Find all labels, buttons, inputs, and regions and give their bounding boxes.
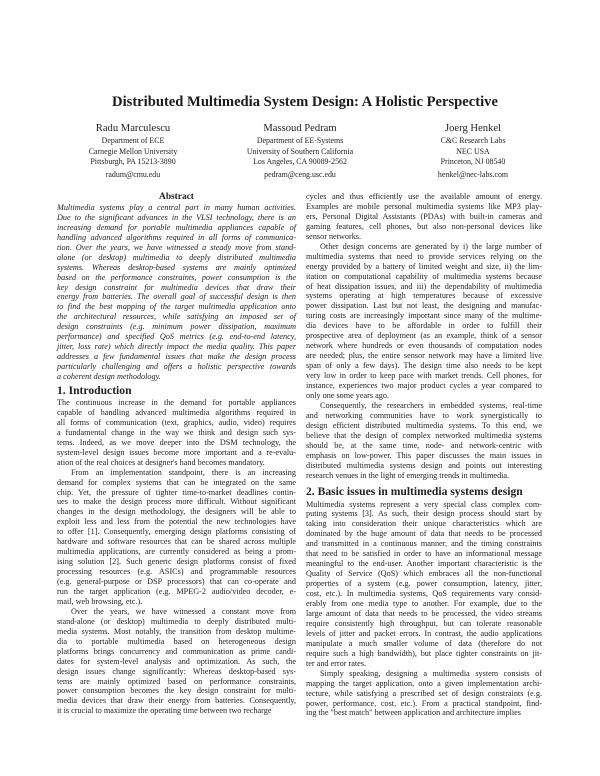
text-line: performance) and specified QoS metrics (e.g. end-to-end latency, [57, 332, 296, 342]
text-line: media devices that draw their energy from batteries. Consequently, [57, 696, 296, 706]
abstract-heading: Abstract [159, 192, 194, 202]
text-line: and networking communities have to work synergistically to [306, 410, 542, 420]
text-line: to find the best mapping of the target multimedia application onto [57, 302, 296, 312]
text-line: systems operating at high temperatures because of excessive [306, 291, 542, 301]
text-line: energy provided by a battery of limited weight and size, ii) the lim- [306, 261, 542, 271]
author-block [383, 122, 563, 180]
text-line: require such a high bandwidth), but place tighter constraints on jit- [306, 648, 542, 658]
paragraph [306, 401, 542, 481]
text-line: chip. Yet, the pressure of tighter time-to-market deadlines contin- [57, 487, 296, 497]
text-line: The continuous increase in the demand for portable appliances [57, 398, 296, 407]
text-line: turing costs are increasingly important since many of the multime- [306, 311, 542, 321]
text-line: properties of a system (e.g. power consumption, latency, jitter, [306, 579, 542, 589]
author-name: Radu Marculescu [95, 123, 171, 134]
text-line: it is crucial to maximize the operating time between two recharge [57, 706, 272, 716]
text-line: Simply speaking, designing a multimedia system consists of [320, 668, 542, 678]
text-line: sensor networks. [306, 231, 362, 241]
paper-title: Distributed Multimedia System Design: A Holistic Perspective [112, 94, 498, 110]
section-heading: 2. Basic issues in multimedia systems design [306, 484, 523, 498]
text-line: that need to be satisfied in order to have an informational message [306, 549, 542, 559]
text-line: dominated by the huge amount of data that needs to be processed [306, 529, 542, 539]
text-line: based on the performance constraints, power consumption is the [57, 272, 296, 282]
text-line: Consequently, the researchers in embedded systems, real-time [320, 400, 542, 410]
text-line: require consistently high throughput, but can tolerate reasonable [306, 618, 542, 628]
author-name: Joerg Henkel [445, 123, 501, 134]
text-line: jitter, loss rate) which directly impact the media quality. This paper [57, 342, 296, 352]
text-line: Quality of Service (QoS) which embraces all the non-functional [306, 569, 542, 579]
paragraph [306, 500, 542, 669]
text-line: power consumption becomes the key design constraint for multi- [57, 686, 296, 696]
text-line: hardware and software resources that can be shared across multiple [57, 537, 296, 547]
text-line: instance, experiences two major product cycles a year compared to [306, 380, 542, 390]
text-line: and transmitted in a continuous manner, and the timing constraints [306, 539, 542, 549]
text-line: all forms of communication (text, graphics, audio, video) requires [57, 417, 296, 427]
text-line: stand-alone (or desktop) multimedia to deeply distributed multi- [57, 616, 296, 626]
text-line: demand for complex systems that can be integrated on the same [57, 477, 296, 487]
text-line: network where hundreds or even thousands of computation nodes [306, 341, 542, 351]
text-line: design efficient distributed multimedia systems. To this end, we [306, 420, 542, 430]
author-block [210, 122, 390, 180]
text-line: energy from batteries. The overall goal of successful design is then [57, 292, 296, 302]
author-block [43, 122, 223, 180]
text-line: power, performance, cost, etc.). From a practical standpoint, find- [306, 698, 542, 708]
text-line: run the target application (e.g. MPEG-2 audio/video decoder, e- [57, 586, 296, 596]
text-line: cycles and thus efficiently use the available amount of energy. [306, 192, 542, 201]
text-line: system-level design issues become more important and a re-evalu- [57, 447, 296, 457]
paragraph [57, 203, 296, 382]
text-line: only one some years ago. [306, 390, 389, 400]
text-line: manipulate a much smaller volume of data (therefore do not [306, 638, 542, 648]
author-affiliation: Los Angeles, CA 90089-2562 [253, 157, 347, 167]
text-line: tems are mainly optimized based on performance constraints, [57, 676, 296, 686]
text-line: alone (or desktop) multimedia to deeply distributed multimedia [57, 252, 296, 262]
text-line: span of only a few days). The design time also needs to be kept [306, 361, 542, 370]
text-line: levels of jitter and packet errors. In contrast, the audio applications [306, 628, 542, 638]
text-line: ers, Personal Digital Assistants (PDAs) with built-in cameras and [306, 211, 542, 221]
text-line: ation of the real choices at designer's hand becomes mandatory. [57, 457, 265, 467]
text-line: prospective area of deployment (as an example, think of a sensor [306, 331, 542, 341]
text-line: dia devices have to be affordable in order to fulfill their [306, 321, 542, 331]
text-line: Multimedia systems play a central part in many human activities. [57, 203, 296, 212]
text-line: ising solution [2]. Such generic design platforms consist of fixed [57, 557, 296, 567]
text-line: (e.g. general-purpose or DSP processors) that can co-operate and [57, 576, 296, 586]
text-line: Other design concerns are generated by i) the large number of [320, 241, 542, 251]
author-email: radum@cmu.edu [105, 169, 161, 179]
text-line: tion. Over the years, we have witnessed a steady move from stand- [57, 242, 296, 252]
text-line: systems. Whereas desktop-based systems are mainly optimized [57, 262, 296, 272]
text-line: itation on computational capability of multimedia systems because [306, 271, 542, 281]
text-line: key design constraint for multimedia devices that draw their [57, 282, 296, 292]
author-affiliation: Pittsburgh, PA 15213-3890 [90, 157, 176, 167]
author-affiliation: Department of ECE [101, 136, 165, 145]
author-email: pedram@ceng.usc.edu [264, 169, 336, 179]
text-line: are needed; plus, the entire sensor network may have a limited live [306, 351, 542, 361]
author-affiliation: University of Southern California [246, 146, 354, 156]
text-line: mail, web browsing, etc.). [57, 596, 143, 606]
text-line: handling advanced algorithms required in all forms of communica- [57, 232, 296, 242]
text-line: capable of handling advanced multimedia algorithms required in [57, 407, 296, 417]
text-line: cost, etc.). In multimedia systems, QoS requirements vary consid- [306, 588, 542, 598]
paragraph [57, 398, 296, 468]
paragraph [57, 468, 296, 607]
text-line: a coherent design methodology. [57, 371, 161, 381]
text-line: power dissipation. Last but not least, the designing and manufac- [306, 301, 542, 311]
text-line: the architectural resources, while satisfying an imposed set of [57, 312, 296, 322]
text-line: ter and error rates. [306, 658, 367, 668]
text-line: research venues in the light of emerging trends in multimedia. [306, 470, 510, 480]
text-line: distributed multimedia systems design and points out interesting [306, 460, 542, 470]
text-line: taking into consideration their unique characteristics which are [306, 519, 542, 529]
text-line: Examples are mobile personal multimedia systems like MP3 play- [306, 201, 542, 211]
text-line: puting systems [3]. As such, their design process should start by [306, 509, 542, 519]
text-line: addresses a few fundamental issues that make the design process [57, 352, 296, 362]
text-line: large amount of data that needs to be processed, the video streams [306, 608, 542, 618]
text-line: emphasis on low-power. This paper discusses the main issues in [306, 450, 542, 460]
text-line: of heat dissipation issues, and iii) the dependability of multimedia [306, 281, 542, 291]
text-line: a fundamental change in the way we think and design such sys- [57, 427, 296, 437]
text-line: gaming features, cell phones, but also non-personal devices like [306, 221, 542, 231]
text-line: ing the "best match" between application and architecture implies [306, 708, 521, 718]
author-affiliation: NEC USA [456, 146, 490, 156]
text-line: design constraints (e.g. minimum power dissipation, maximum [57, 322, 296, 332]
author-email: henkel@nec-labs.com [437, 169, 509, 179]
text-line: tems. Indeed, as we move deeper into the DSM technology, the [57, 437, 296, 447]
paragraph [306, 242, 542, 401]
text-line: to offer [1]. Consequently, emerging design platforms consisting of [57, 527, 296, 537]
text-line: Over the years, we have witnessed a constant move from [71, 606, 296, 616]
text-line: processing resources (e.g. ASICs) and programmable resources [57, 567, 296, 577]
paragraph [57, 607, 296, 716]
author-affiliation: Carnegie Mellon University [88, 146, 178, 156]
text-line: meaningful to the end-user. Another important characteristic is the [306, 559, 542, 569]
text-line: platforms brings concurrency and communication as prime candi- [57, 646, 296, 656]
text-line: believe that the design of complex networked multimedia systems [306, 430, 542, 440]
author-affiliation: Department of EE-Systems [256, 136, 344, 145]
text-line: media systems. Most notably, the transition from desktop multime- [57, 626, 296, 636]
text-line: particularly challenging and offers a holistic perspective towards [57, 362, 296, 371]
text-line: ues to make the design process more difficult. Without significant [57, 497, 296, 507]
section-heading: 1. Introduction [57, 384, 132, 397]
author-affiliation: C&C Research Labs [440, 136, 506, 145]
text-line: dia to portable multimedia based on heterogeneous design [57, 636, 296, 646]
text-line: tecture, while satisfying a prescribed set of design constraints (e.g. [306, 688, 542, 698]
text-line: multimedia applications, are currently considered as being a prom- [57, 547, 296, 557]
text-line: erably from one media type to another. For example, due to the [306, 598, 542, 608]
text-line: Multimedia systems represent a very special class complex com- [306, 499, 542, 509]
text-line: design issues change significantly: Whereas desktop-based sys- [57, 666, 296, 676]
text-line: dates for system-level analysis and optimization. As such, the [57, 656, 296, 666]
paragraph [306, 192, 542, 242]
text-line: very low in order to keep pace with market trends. Cell phones, for [306, 370, 542, 380]
text-line: changes in the design methodology, the designers will be able to [57, 507, 296, 517]
text-line: Due to the significant advances in the VLSI technology, there is an [57, 212, 296, 222]
text-line: increasing demand for portable multimedia appliances capable of [57, 222, 296, 232]
text-line: multimedia systems that need to provide services relying on the [306, 251, 542, 261]
text-line: mapping the target application, onto a given implementation archi- [306, 678, 542, 688]
text-line: exploit less and less from the potential the new technologies have [57, 517, 296, 527]
text-line: From an implementation standpoint, there is an increasing [71, 467, 296, 477]
author-affiliation: Princeton, NJ 08540 [440, 157, 506, 167]
author-name: Massoud Pedram [263, 123, 337, 134]
text-line: should be, at the same time, node- and network-centric with [306, 440, 542, 450]
paragraph [306, 669, 542, 719]
